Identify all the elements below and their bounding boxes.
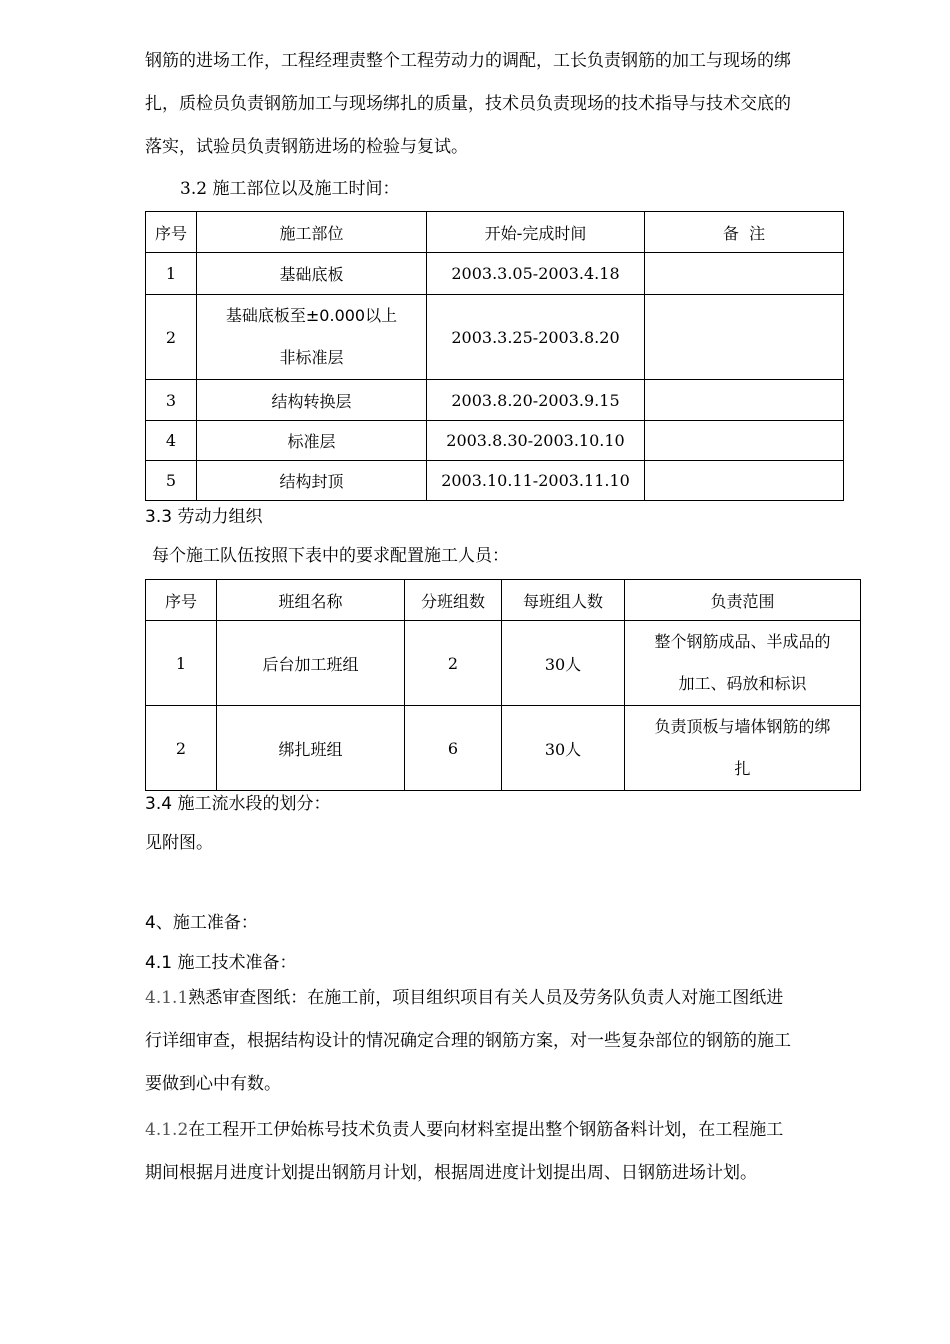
paragraph-4-1-1 bbox=[145, 977, 880, 1106]
section-3-4-text: 见附图。 bbox=[145, 833, 213, 853]
row-remark bbox=[645, 380, 844, 421]
row-no: 2 bbox=[146, 706, 217, 791]
row-scope-line1: 负责顶板与墙体钢筋的绑 bbox=[654, 717, 831, 736]
table-row bbox=[146, 621, 861, 706]
row-scope-line1: 整个钢筋成品、半成品的 bbox=[654, 632, 831, 651]
para-text: 熟悉审查图纸：在施工前，项目组织项目有关人员及劳务队负责人对施工图纸进 bbox=[188, 988, 784, 1008]
row-no: 4 bbox=[146, 421, 197, 461]
row-team-name: 绑扎班组 bbox=[217, 706, 405, 791]
col-header-period: 开始-完成时间 bbox=[427, 212, 645, 253]
col-header-scope: 负责范围 bbox=[625, 580, 861, 621]
labor-table bbox=[145, 579, 861, 791]
row-group-count: 2 bbox=[405, 621, 502, 706]
intro-line: 钢筋的进场工作，工程经理责整个工程劳动力的调配，工长负责钢筋的加工与现场的绑 bbox=[145, 51, 791, 71]
table-row bbox=[146, 253, 844, 295]
table-row bbox=[146, 295, 844, 380]
para-number: 4.1.2 bbox=[145, 1120, 189, 1140]
section-4-1-heading: 4.1 施工技术准备： bbox=[145, 953, 297, 973]
col-header-no: 序号 bbox=[146, 212, 197, 253]
row-scope-line2: 扎 bbox=[734, 759, 751, 778]
para-line: 行详细审查，根据结构设计的情况确定合理的钢筋方案，对一些复杂部位的钢筋的施工 bbox=[145, 1031, 791, 1051]
section-3-2-heading: 3.2 施工部位以及施工时间： bbox=[180, 179, 400, 199]
col-header-team-name: 班组名称 bbox=[217, 580, 405, 621]
row-period: 2003.3.25-2003.8.20 bbox=[427, 295, 645, 380]
para-line: 要做到心中有数。 bbox=[145, 1074, 281, 1094]
row-period: 2003.3.05-2003.4.18 bbox=[427, 253, 645, 295]
row-no: 5 bbox=[146, 461, 197, 501]
para-line: 期间根据月进度计划提出钢筋月计划，根据周进度计划提出周、日钢筋进场计划。 bbox=[145, 1163, 757, 1183]
col-header-remark: 备 注 bbox=[645, 212, 844, 253]
row-no: 2 bbox=[146, 295, 197, 380]
col-header-group-count: 分班组数 bbox=[405, 580, 502, 621]
paragraph-4-1-2 bbox=[145, 1109, 880, 1195]
row-location: 结构转换层 bbox=[197, 380, 427, 421]
row-period: 2003.8.30-2003.10.10 bbox=[427, 421, 645, 461]
row-people: 30人 bbox=[502, 706, 625, 791]
row-scope bbox=[625, 706, 861, 791]
intro-paragraph bbox=[145, 40, 880, 169]
col-header-no: 序号 bbox=[146, 580, 217, 621]
row-remark bbox=[645, 295, 844, 380]
row-period: 2003.8.20-2003.9.15 bbox=[427, 380, 645, 421]
labor-header-row bbox=[146, 580, 861, 621]
para-number: 4.1.1 bbox=[145, 988, 189, 1008]
row-group-count: 6 bbox=[405, 706, 502, 791]
row-remark bbox=[645, 253, 844, 295]
row-location-line2: 非标准层 bbox=[279, 348, 344, 367]
row-no: 1 bbox=[146, 621, 217, 706]
section-3-3-heading: 3.3 劳动力组织 bbox=[145, 507, 263, 527]
row-no: 1 bbox=[146, 253, 197, 295]
section-3-4-heading: 3.4 施工流水段的划分： bbox=[145, 794, 331, 814]
row-location bbox=[197, 295, 427, 380]
row-location: 标准层 bbox=[197, 421, 427, 461]
row-remark bbox=[645, 461, 844, 501]
table-row bbox=[146, 421, 844, 461]
intro-line: 落实，试验员负责钢筋进场的检验与复试。 bbox=[145, 137, 468, 157]
col-header-people: 每班组人数 bbox=[502, 580, 625, 621]
intro-line: 扎，质检员负责钢筋加工与现场绑扎的质量，技术员负责现场的技术指导与技术交底的 bbox=[145, 94, 791, 114]
para-text: 在工程开工伊始栋号技术负责人要向材料室提出整个钢筋备料计划，在工程施工 bbox=[188, 1120, 784, 1140]
row-scope-line2: 加工、码放和标识 bbox=[678, 674, 807, 693]
table-row bbox=[146, 461, 844, 501]
schedule-header-row bbox=[146, 212, 844, 253]
section-4-heading: 4、施工准备： bbox=[145, 913, 258, 933]
row-location: 基础底板 bbox=[197, 253, 427, 295]
row-people: 30人 bbox=[502, 621, 625, 706]
table-row bbox=[146, 380, 844, 421]
table-row bbox=[146, 706, 861, 791]
row-location: 结构封顶 bbox=[197, 461, 427, 501]
row-team-name: 后台加工班组 bbox=[217, 621, 405, 706]
para-line bbox=[145, 1109, 880, 1152]
row-period: 2003.10.11-2003.11.10 bbox=[427, 461, 645, 501]
row-scope bbox=[625, 621, 861, 706]
row-location-line1: 基础底板至±0.000以上 bbox=[225, 306, 398, 325]
section-3-3-text: 每个施工队伍按照下表中的要求配置施工人员： bbox=[152, 546, 509, 566]
row-remark bbox=[645, 421, 844, 461]
schedule-table bbox=[145, 211, 844, 501]
col-header-location: 施工部位 bbox=[197, 212, 427, 253]
row-no: 3 bbox=[146, 380, 197, 421]
para-line bbox=[145, 977, 880, 1020]
